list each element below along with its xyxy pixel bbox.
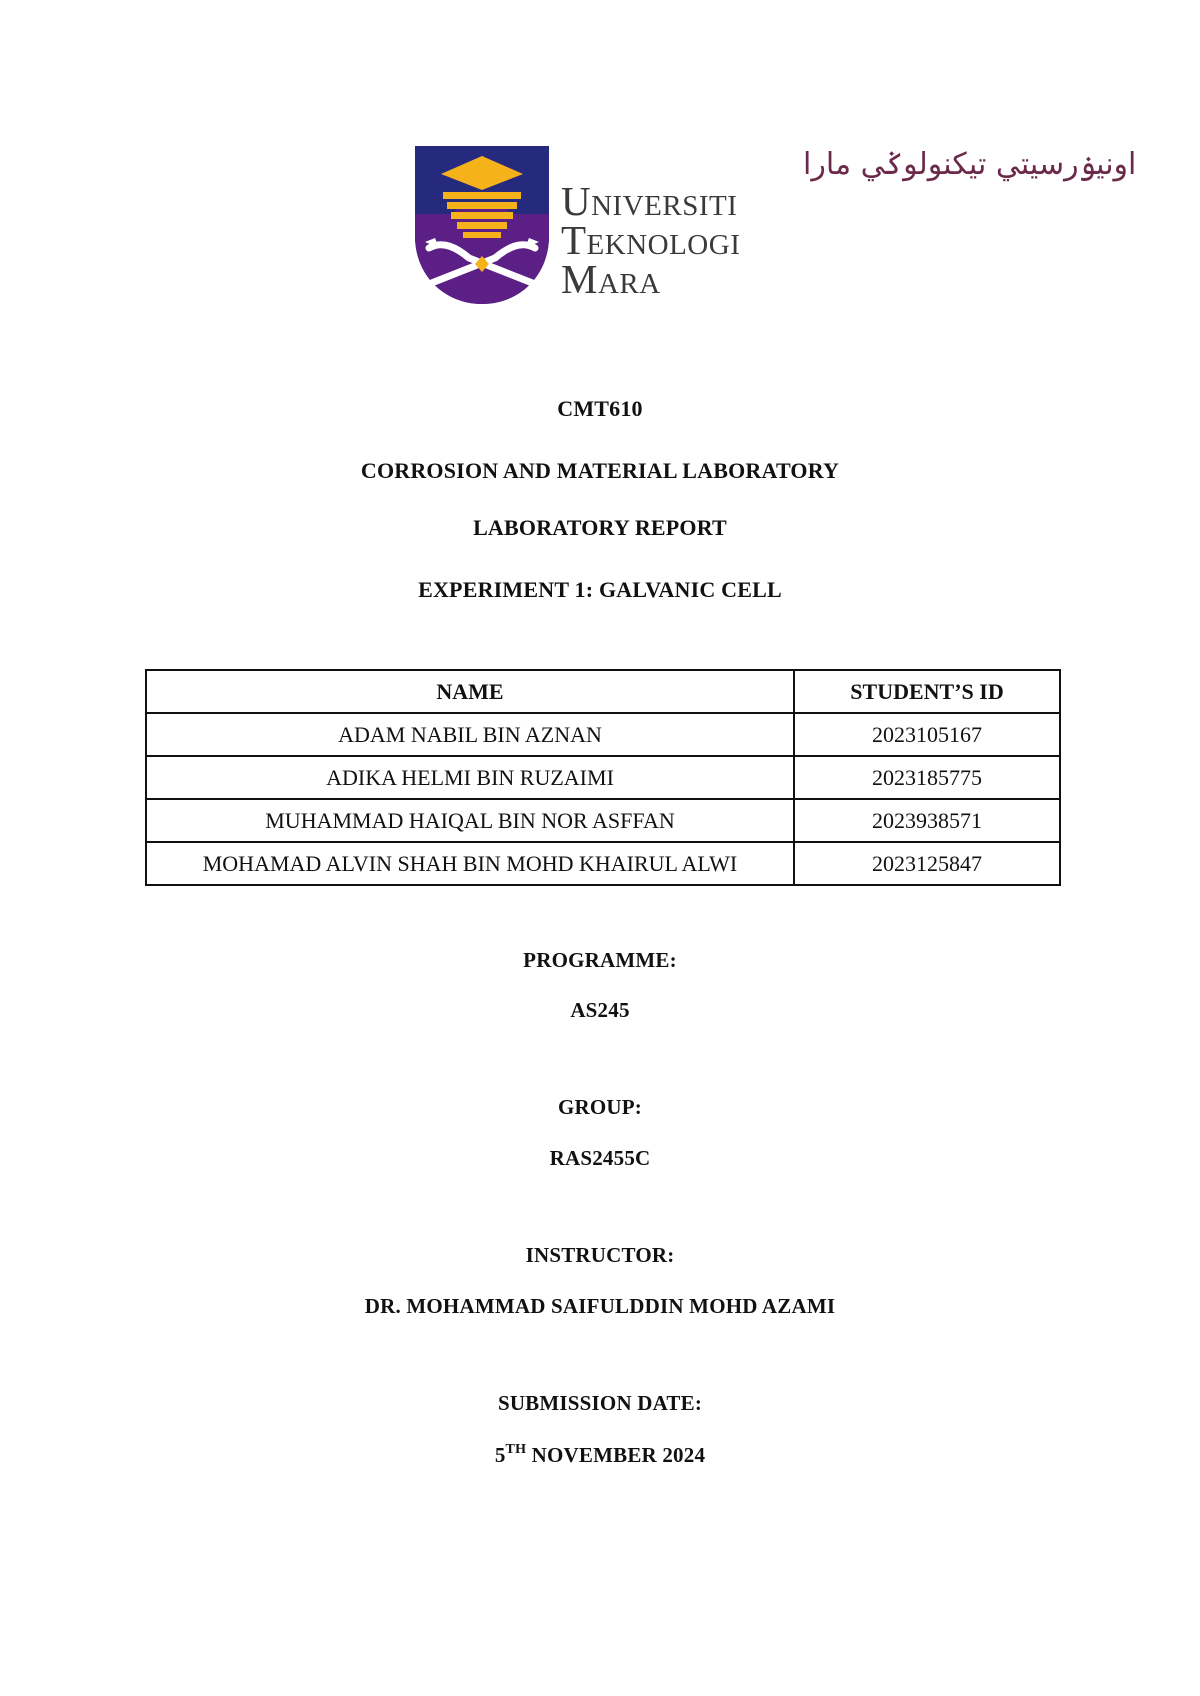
instructor-label: INSTRUCTOR: (525, 1243, 675, 1267)
submission-date (0, 1442, 1200, 1468)
university-wordmark: Universiti Teknologi Mara (561, 178, 741, 302)
table-row (146, 799, 1060, 842)
programme-value: AS245 (570, 998, 630, 1022)
group-label: GROUP: (557, 1095, 643, 1119)
university-logo (413, 144, 1137, 306)
submission-day: 5 (494, 1443, 506, 1467)
instructor-name: DR. MOHAMMAD SAIFULDDIN MOHD AZAMI (364, 1294, 836, 1318)
course-code: CMT610 (557, 396, 643, 421)
submission-day-ordinal: TH (505, 1442, 527, 1457)
member-name: ADAM NABIL BIN AZNAN (146, 713, 794, 756)
member-name: MOHAMAD ALVIN SHAH BIN MOHD KHAIRUL ALWI (146, 842, 794, 885)
programme-label: PROGRAMME: (523, 948, 677, 972)
member-name: MUHAMMAD HAIQAL BIN NOR ASFFAN (146, 799, 794, 842)
university-crest-icon (413, 144, 553, 306)
member-id: 2023105167 (794, 713, 1060, 756)
submission-month-year: NOVEMBER 2024 (526, 1443, 706, 1467)
member-name: ADIKA HELMI BIN RUZAIMI (146, 756, 794, 799)
table-header-row (146, 670, 1060, 713)
table-row (146, 756, 1060, 799)
report-type: LABORATORY REPORT (473, 515, 727, 540)
group-value: RAS2455C (549, 1146, 651, 1170)
table-row (146, 713, 1060, 756)
course-name: CORROSION AND MATERIAL LABORATORY (360, 458, 840, 483)
member-id: 2023125847 (794, 842, 1060, 885)
experiment-title: EXPERIMENT 1: GALVANIC CELL (418, 577, 782, 602)
svg-text:اونيۏرسيتي تيكنولوݢي مارا: اونيۏرسيتي تيكنولوݢي مارا (803, 147, 1137, 182)
members-table (145, 669, 1061, 886)
member-id: 2023185775 (794, 756, 1060, 799)
submission-date-label: SUBMISSION DATE: (497, 1391, 703, 1415)
name-column-header: NAME (146, 670, 794, 713)
student-id-column-header: STUDENT’S ID (794, 670, 1060, 713)
table-row (146, 842, 1060, 885)
member-id: 2023938571 (794, 799, 1060, 842)
